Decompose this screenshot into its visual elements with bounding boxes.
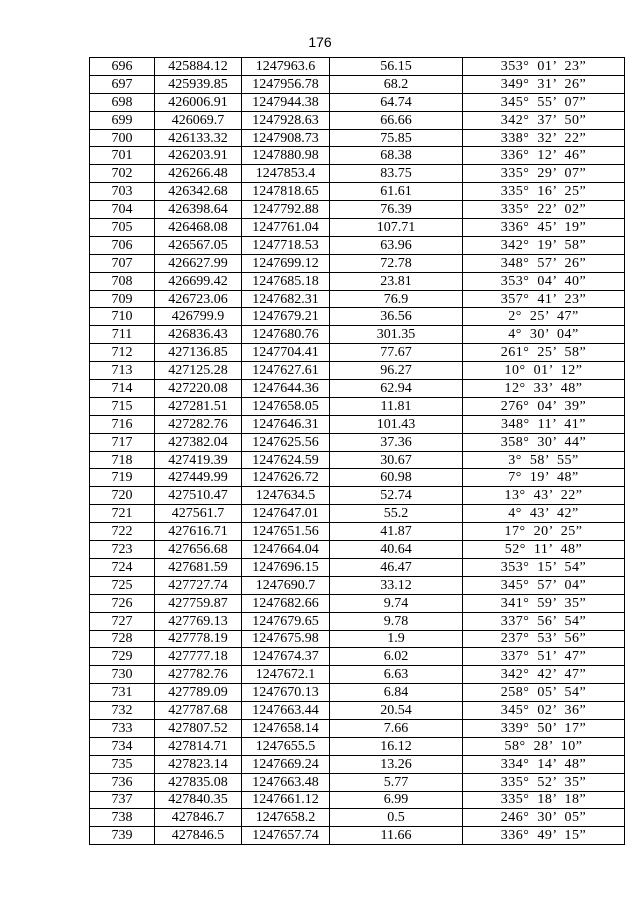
bearing-cell: 10° 01’ 12” bbox=[463, 362, 625, 380]
point-number-cell: 723 bbox=[90, 541, 155, 559]
distance-cell: 41.87 bbox=[330, 523, 463, 541]
y-coordinate-cell: 1247658.05 bbox=[242, 397, 330, 415]
x-coordinate-cell: 427616.71 bbox=[155, 523, 242, 541]
table-row bbox=[90, 254, 625, 272]
distance-cell: 52.74 bbox=[330, 487, 463, 505]
bearing-cell: 7° 19’ 48” bbox=[463, 469, 625, 487]
distance-cell: 72.78 bbox=[330, 254, 463, 272]
table-row bbox=[90, 397, 625, 415]
bearing-cell: 4° 43’ 42” bbox=[463, 505, 625, 523]
y-coordinate-cell: 1247663.48 bbox=[242, 773, 330, 791]
point-number-cell: 730 bbox=[90, 666, 155, 684]
x-coordinate-cell: 425884.12 bbox=[155, 58, 242, 76]
point-number-cell: 704 bbox=[90, 201, 155, 219]
distance-cell: 6.84 bbox=[330, 684, 463, 702]
distance-cell: 16.12 bbox=[330, 737, 463, 755]
table-row bbox=[90, 469, 625, 487]
x-coordinate-cell: 427561.7 bbox=[155, 505, 242, 523]
bearing-cell: 353° 15’ 54” bbox=[463, 558, 625, 576]
point-number-cell: 709 bbox=[90, 290, 155, 308]
distance-cell: 9.74 bbox=[330, 594, 463, 612]
y-coordinate-cell: 1247690.7 bbox=[242, 576, 330, 594]
distance-cell: 63.96 bbox=[330, 236, 463, 254]
point-number-cell: 729 bbox=[90, 648, 155, 666]
bearing-cell: 337° 56’ 54” bbox=[463, 612, 625, 630]
bearing-cell: 353° 01’ 23” bbox=[463, 58, 625, 76]
bearing-cell: 335° 52’ 35” bbox=[463, 773, 625, 791]
point-number-cell: 703 bbox=[90, 183, 155, 201]
bearing-cell: 334° 14’ 48” bbox=[463, 755, 625, 773]
table-row bbox=[90, 505, 625, 523]
point-number-cell: 702 bbox=[90, 165, 155, 183]
x-coordinate-cell: 426836.43 bbox=[155, 326, 242, 344]
y-coordinate-cell: 1247908.73 bbox=[242, 129, 330, 147]
distance-cell: 6.02 bbox=[330, 648, 463, 666]
bearing-cell: 337° 51’ 47” bbox=[463, 648, 625, 666]
bearing-cell: 336° 12’ 46” bbox=[463, 147, 625, 165]
x-coordinate-cell: 427777.18 bbox=[155, 648, 242, 666]
point-number-cell: 713 bbox=[90, 362, 155, 380]
distance-cell: 13.26 bbox=[330, 755, 463, 773]
bearing-cell: 246° 30’ 05” bbox=[463, 809, 625, 827]
point-number-cell: 734 bbox=[90, 737, 155, 755]
table-row bbox=[90, 308, 625, 326]
point-number-cell: 717 bbox=[90, 433, 155, 451]
point-number-cell: 696 bbox=[90, 58, 155, 76]
x-coordinate-cell: 426203.91 bbox=[155, 147, 242, 165]
y-coordinate-cell: 1247682.31 bbox=[242, 290, 330, 308]
point-number-cell: 707 bbox=[90, 254, 155, 272]
x-coordinate-cell: 426006.91 bbox=[155, 93, 242, 111]
table-row bbox=[90, 111, 625, 129]
y-coordinate-cell: 1247680.76 bbox=[242, 326, 330, 344]
y-coordinate-cell: 1247704.41 bbox=[242, 344, 330, 362]
table-row bbox=[90, 576, 625, 594]
distance-cell: 101.43 bbox=[330, 415, 463, 433]
distance-cell: 61.61 bbox=[330, 183, 463, 201]
point-number-cell: 725 bbox=[90, 576, 155, 594]
point-number-cell: 715 bbox=[90, 397, 155, 415]
bearing-cell: 335° 22’ 02” bbox=[463, 201, 625, 219]
distance-cell: 7.66 bbox=[330, 719, 463, 737]
distance-cell: 11.66 bbox=[330, 827, 463, 845]
bearing-cell: 348° 57’ 26” bbox=[463, 254, 625, 272]
x-coordinate-cell: 427782.76 bbox=[155, 666, 242, 684]
bearing-cell: 345° 57’ 04” bbox=[463, 576, 625, 594]
bearing-cell: 349° 31’ 26” bbox=[463, 75, 625, 93]
distance-cell: 9.78 bbox=[330, 612, 463, 630]
distance-cell: 40.64 bbox=[330, 541, 463, 559]
y-coordinate-cell: 1247672.1 bbox=[242, 666, 330, 684]
point-number-cell: 699 bbox=[90, 111, 155, 129]
point-number-cell: 706 bbox=[90, 236, 155, 254]
page-number: 176 bbox=[308, 34, 332, 50]
y-coordinate-cell: 1247664.04 bbox=[242, 541, 330, 559]
y-coordinate-cell: 1247624.59 bbox=[242, 451, 330, 469]
distance-cell: 37.36 bbox=[330, 433, 463, 451]
point-number-cell: 721 bbox=[90, 505, 155, 523]
bearing-cell: 342° 37’ 50” bbox=[463, 111, 625, 129]
x-coordinate-cell: 427419.39 bbox=[155, 451, 242, 469]
point-number-cell: 718 bbox=[90, 451, 155, 469]
x-coordinate-cell: 426342.68 bbox=[155, 183, 242, 201]
table-row bbox=[90, 487, 625, 505]
table-row bbox=[90, 219, 625, 237]
table-row bbox=[90, 558, 625, 576]
x-coordinate-cell: 427823.14 bbox=[155, 755, 242, 773]
point-number-cell: 708 bbox=[90, 272, 155, 290]
table-row bbox=[90, 147, 625, 165]
y-coordinate-cell: 1247682.66 bbox=[242, 594, 330, 612]
distance-cell: 0.5 bbox=[330, 809, 463, 827]
point-number-cell: 739 bbox=[90, 827, 155, 845]
y-coordinate-cell: 1247627.61 bbox=[242, 362, 330, 380]
x-coordinate-cell: 426133.32 bbox=[155, 129, 242, 147]
point-number-cell: 719 bbox=[90, 469, 155, 487]
y-coordinate-cell: 1247675.98 bbox=[242, 630, 330, 648]
x-coordinate-cell: 427136.85 bbox=[155, 344, 242, 362]
y-coordinate-cell: 1247685.18 bbox=[242, 272, 330, 290]
x-coordinate-cell: 427759.87 bbox=[155, 594, 242, 612]
x-coordinate-cell: 427840.35 bbox=[155, 791, 242, 809]
bearing-cell: 358° 30’ 44” bbox=[463, 433, 625, 451]
x-coordinate-cell: 427282.76 bbox=[155, 415, 242, 433]
distance-cell: 20.54 bbox=[330, 702, 463, 720]
distance-cell: 83.75 bbox=[330, 165, 463, 183]
x-coordinate-cell: 427778.19 bbox=[155, 630, 242, 648]
table-row bbox=[90, 594, 625, 612]
distance-cell: 56.15 bbox=[330, 58, 463, 76]
bearing-cell: 342° 19’ 58” bbox=[463, 236, 625, 254]
bearing-cell: 341° 59’ 35” bbox=[463, 594, 625, 612]
point-number-cell: 731 bbox=[90, 684, 155, 702]
bearing-cell: 52° 11’ 48” bbox=[463, 541, 625, 559]
y-coordinate-cell: 1247761.04 bbox=[242, 219, 330, 237]
x-coordinate-cell: 426468.08 bbox=[155, 219, 242, 237]
y-coordinate-cell: 1247657.74 bbox=[242, 827, 330, 845]
distance-cell: 6.99 bbox=[330, 791, 463, 809]
bearing-cell: 348° 11’ 41” bbox=[463, 415, 625, 433]
bearing-cell: 345° 55’ 07” bbox=[463, 93, 625, 111]
bearing-cell: 3° 58’ 55” bbox=[463, 451, 625, 469]
x-coordinate-cell: 427681.59 bbox=[155, 558, 242, 576]
y-coordinate-cell: 1247651.56 bbox=[242, 523, 330, 541]
point-number-cell: 737 bbox=[90, 791, 155, 809]
bearing-cell: 12° 33’ 48” bbox=[463, 380, 625, 398]
table-row bbox=[90, 326, 625, 344]
bearing-cell: 261° 25’ 58” bbox=[463, 344, 625, 362]
bearing-cell: 338° 32’ 22” bbox=[463, 129, 625, 147]
table-row bbox=[90, 380, 625, 398]
bearing-cell: 58° 28’ 10” bbox=[463, 737, 625, 755]
point-number-cell: 698 bbox=[90, 93, 155, 111]
x-coordinate-cell: 426567.05 bbox=[155, 236, 242, 254]
y-coordinate-cell: 1247699.12 bbox=[242, 254, 330, 272]
x-coordinate-cell: 427125.28 bbox=[155, 362, 242, 380]
table-row bbox=[90, 58, 625, 76]
y-coordinate-cell: 1247661.12 bbox=[242, 791, 330, 809]
point-number-cell: 736 bbox=[90, 773, 155, 791]
coordinates-table bbox=[89, 57, 625, 845]
table-row bbox=[90, 648, 625, 666]
y-coordinate-cell: 1247792.88 bbox=[242, 201, 330, 219]
y-coordinate-cell: 1247625.56 bbox=[242, 433, 330, 451]
x-coordinate-cell: 427846.5 bbox=[155, 827, 242, 845]
x-coordinate-cell: 427789.09 bbox=[155, 684, 242, 702]
distance-cell: 64.74 bbox=[330, 93, 463, 111]
x-coordinate-cell: 426069.7 bbox=[155, 111, 242, 129]
table-row bbox=[90, 755, 625, 773]
distance-cell: 11.81 bbox=[330, 397, 463, 415]
y-coordinate-cell: 1247626.72 bbox=[242, 469, 330, 487]
distance-cell: 1.9 bbox=[330, 630, 463, 648]
distance-cell: 62.94 bbox=[330, 380, 463, 398]
bearing-cell: 2° 25’ 47” bbox=[463, 308, 625, 326]
bearing-cell: 237° 53’ 56” bbox=[463, 630, 625, 648]
point-number-cell: 711 bbox=[90, 326, 155, 344]
bearing-cell: 17° 20’ 25” bbox=[463, 523, 625, 541]
x-coordinate-cell: 427846.7 bbox=[155, 809, 242, 827]
x-coordinate-cell: 426627.99 bbox=[155, 254, 242, 272]
point-number-cell: 726 bbox=[90, 594, 155, 612]
table-row bbox=[90, 290, 625, 308]
point-number-cell: 712 bbox=[90, 344, 155, 362]
point-number-cell: 722 bbox=[90, 523, 155, 541]
x-coordinate-cell: 427220.08 bbox=[155, 380, 242, 398]
y-coordinate-cell: 1247670.13 bbox=[242, 684, 330, 702]
y-coordinate-cell: 1247674.37 bbox=[242, 648, 330, 666]
distance-cell: 68.38 bbox=[330, 147, 463, 165]
distance-cell: 36.56 bbox=[330, 308, 463, 326]
bearing-cell: 339° 50’ 17” bbox=[463, 719, 625, 737]
table-row bbox=[90, 362, 625, 380]
table-row bbox=[90, 344, 625, 362]
distance-cell: 5.77 bbox=[330, 773, 463, 791]
table-row bbox=[90, 183, 625, 201]
distance-cell: 30.67 bbox=[330, 451, 463, 469]
bearing-cell: 335° 18’ 18” bbox=[463, 791, 625, 809]
point-number-cell: 716 bbox=[90, 415, 155, 433]
x-coordinate-cell: 426699.42 bbox=[155, 272, 242, 290]
table-row bbox=[90, 827, 625, 845]
distance-cell: 96.27 bbox=[330, 362, 463, 380]
bearing-cell: 336° 49’ 15” bbox=[463, 827, 625, 845]
point-number-cell: 733 bbox=[90, 719, 155, 737]
bearing-cell: 258° 05’ 54” bbox=[463, 684, 625, 702]
y-coordinate-cell: 1247658.14 bbox=[242, 719, 330, 737]
bearing-cell: 13° 43’ 22” bbox=[463, 487, 625, 505]
y-coordinate-cell: 1247880.98 bbox=[242, 147, 330, 165]
table-row bbox=[90, 272, 625, 290]
bearing-cell: 336° 45’ 19” bbox=[463, 219, 625, 237]
point-number-cell: 728 bbox=[90, 630, 155, 648]
y-coordinate-cell: 1247655.5 bbox=[242, 737, 330, 755]
x-coordinate-cell: 427814.71 bbox=[155, 737, 242, 755]
x-coordinate-cell: 427835.08 bbox=[155, 773, 242, 791]
distance-cell: 77.67 bbox=[330, 344, 463, 362]
x-coordinate-cell: 427787.68 bbox=[155, 702, 242, 720]
x-coordinate-cell: 427449.99 bbox=[155, 469, 242, 487]
y-coordinate-cell: 1247944.38 bbox=[242, 93, 330, 111]
y-coordinate-cell: 1247646.31 bbox=[242, 415, 330, 433]
y-coordinate-cell: 1247956.78 bbox=[242, 75, 330, 93]
point-number-cell: 697 bbox=[90, 75, 155, 93]
table-row bbox=[90, 451, 625, 469]
point-number-cell: 705 bbox=[90, 219, 155, 237]
y-coordinate-cell: 1247679.65 bbox=[242, 612, 330, 630]
y-coordinate-cell: 1247963.6 bbox=[242, 58, 330, 76]
table-row bbox=[90, 415, 625, 433]
bearing-cell: 335° 29’ 07” bbox=[463, 165, 625, 183]
distance-cell: 33.12 bbox=[330, 576, 463, 594]
distance-cell: 46.47 bbox=[330, 558, 463, 576]
y-coordinate-cell: 1247696.15 bbox=[242, 558, 330, 576]
distance-cell: 6.63 bbox=[330, 666, 463, 684]
bearing-cell: 276° 04’ 39” bbox=[463, 397, 625, 415]
table-row bbox=[90, 630, 625, 648]
y-coordinate-cell: 1247647.01 bbox=[242, 505, 330, 523]
table-row bbox=[90, 523, 625, 541]
table-row bbox=[90, 201, 625, 219]
y-coordinate-cell: 1247853.4 bbox=[242, 165, 330, 183]
distance-cell: 301.35 bbox=[330, 326, 463, 344]
bearing-cell: 345° 02’ 36” bbox=[463, 702, 625, 720]
table-row bbox=[90, 702, 625, 720]
x-coordinate-cell: 427727.74 bbox=[155, 576, 242, 594]
table-row bbox=[90, 666, 625, 684]
distance-cell: 76.39 bbox=[330, 201, 463, 219]
y-coordinate-cell: 1247669.24 bbox=[242, 755, 330, 773]
distance-cell: 68.2 bbox=[330, 75, 463, 93]
y-coordinate-cell: 1247718.53 bbox=[242, 236, 330, 254]
y-coordinate-cell: 1247928.63 bbox=[242, 111, 330, 129]
distance-cell: 23.81 bbox=[330, 272, 463, 290]
bearing-cell: 4° 30’ 04” bbox=[463, 326, 625, 344]
x-coordinate-cell: 426799.9 bbox=[155, 308, 242, 326]
table-row bbox=[90, 684, 625, 702]
x-coordinate-cell: 427807.52 bbox=[155, 719, 242, 737]
table-row bbox=[90, 541, 625, 559]
distance-cell: 76.9 bbox=[330, 290, 463, 308]
table-row bbox=[90, 75, 625, 93]
distance-cell: 60.98 bbox=[330, 469, 463, 487]
table-row bbox=[90, 236, 625, 254]
point-number-cell: 724 bbox=[90, 558, 155, 576]
y-coordinate-cell: 1247644.36 bbox=[242, 380, 330, 398]
x-coordinate-cell: 426398.64 bbox=[155, 201, 242, 219]
x-coordinate-cell: 426266.48 bbox=[155, 165, 242, 183]
bearing-cell: 335° 16’ 25” bbox=[463, 183, 625, 201]
y-coordinate-cell: 1247658.2 bbox=[242, 809, 330, 827]
distance-cell: 107.71 bbox=[330, 219, 463, 237]
table-row bbox=[90, 433, 625, 451]
distance-cell: 75.85 bbox=[330, 129, 463, 147]
x-coordinate-cell: 427382.04 bbox=[155, 433, 242, 451]
y-coordinate-cell: 1247679.21 bbox=[242, 308, 330, 326]
table-row bbox=[90, 719, 625, 737]
table-row bbox=[90, 129, 625, 147]
table-row bbox=[90, 791, 625, 809]
point-number-cell: 701 bbox=[90, 147, 155, 165]
table-row bbox=[90, 165, 625, 183]
point-number-cell: 727 bbox=[90, 612, 155, 630]
x-coordinate-cell: 425939.85 bbox=[155, 75, 242, 93]
x-coordinate-cell: 427281.51 bbox=[155, 397, 242, 415]
bearing-cell: 342° 42’ 47” bbox=[463, 666, 625, 684]
bearing-cell: 353° 04’ 40” bbox=[463, 272, 625, 290]
table-row bbox=[90, 809, 625, 827]
point-number-cell: 732 bbox=[90, 702, 155, 720]
y-coordinate-cell: 1247634.5 bbox=[242, 487, 330, 505]
bearing-cell: 357° 41’ 23” bbox=[463, 290, 625, 308]
y-coordinate-cell: 1247663.44 bbox=[242, 702, 330, 720]
x-coordinate-cell: 427656.68 bbox=[155, 541, 242, 559]
x-coordinate-cell: 427769.13 bbox=[155, 612, 242, 630]
table-row bbox=[90, 93, 625, 111]
distance-cell: 55.2 bbox=[330, 505, 463, 523]
y-coordinate-cell: 1247818.65 bbox=[242, 183, 330, 201]
point-number-cell: 714 bbox=[90, 380, 155, 398]
point-number-cell: 735 bbox=[90, 755, 155, 773]
point-number-cell: 720 bbox=[90, 487, 155, 505]
table-row bbox=[90, 737, 625, 755]
x-coordinate-cell: 426723.06 bbox=[155, 290, 242, 308]
point-number-cell: 738 bbox=[90, 809, 155, 827]
table-body bbox=[90, 58, 625, 845]
x-coordinate-cell: 427510.47 bbox=[155, 487, 242, 505]
table-row bbox=[90, 612, 625, 630]
point-number-cell: 700 bbox=[90, 129, 155, 147]
distance-cell: 66.66 bbox=[330, 111, 463, 129]
point-number-cell: 710 bbox=[90, 308, 155, 326]
table-row bbox=[90, 773, 625, 791]
